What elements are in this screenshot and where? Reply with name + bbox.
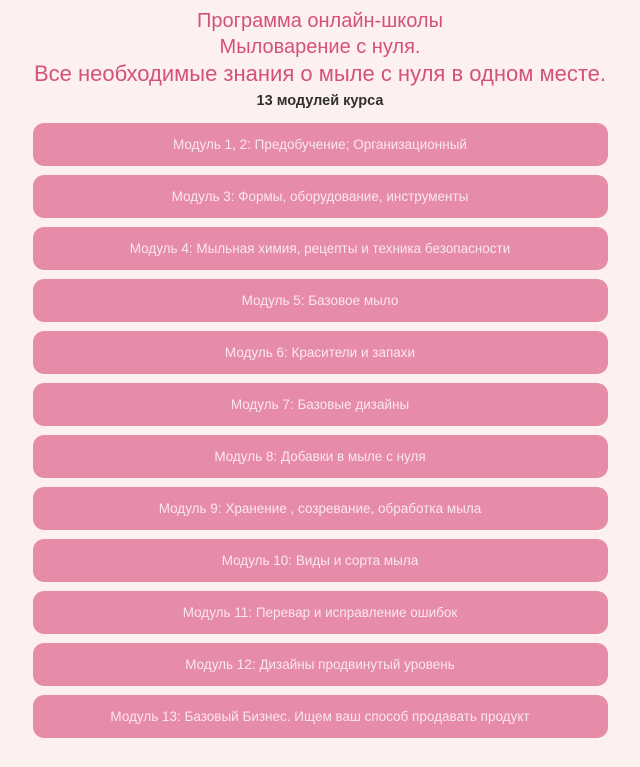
- title-line-2: Мыловарение с нуля.: [219, 36, 421, 58]
- module-bar-1-2: [33, 123, 608, 166]
- module-bar-8: [33, 435, 608, 478]
- module-bar-6: [33, 331, 608, 374]
- module-bar-label: Модуль 8: Добавки в мыле с нуля: [214, 448, 426, 464]
- module-bar-5: [33, 279, 608, 322]
- module-bar-label: Модуль 6: Красители и запахи: [224, 344, 416, 360]
- page-title: [0, 8, 640, 88]
- module-bar-13: [33, 695, 608, 738]
- module-bar-9: [33, 487, 608, 530]
- modules-list: [0, 123, 640, 738]
- header: [0, 0, 640, 110]
- module-bar-label: Модуль 5: Базовое мыло: [241, 292, 399, 308]
- modules-count-subheading: 13 модулей курса: [256, 93, 384, 109]
- module-bar-4: [33, 227, 608, 270]
- module-bar-3: [33, 175, 608, 218]
- module-bar-label: Модуль 12: Дизайны продвинутый уровень: [185, 656, 455, 672]
- module-bar-label: Модуль 7: Базовые дизайны: [230, 396, 410, 412]
- module-bar-label: Модуль 1, 2: Предобучение; Организационный: [173, 136, 467, 152]
- module-bar-11: [33, 591, 608, 634]
- module-bar-label: Модуль 11: Перевар и исправление ошибок: [182, 604, 458, 620]
- module-bar-10: [33, 539, 608, 582]
- module-bar-7: [33, 383, 608, 426]
- module-bar-label: Модуль 3: Формы, оборудование, инструменты: [171, 188, 469, 204]
- module-bar-label: Модуль 13: Базовый Бизнес. Ищем ваш способ продавать продукт: [110, 708, 530, 724]
- title-line-1: Программа онлайн-школы: [197, 10, 443, 32]
- module-bar-12: [33, 643, 608, 686]
- title-line-3: Все необходимые знания о мыле с нуля в одном месте.: [33, 61, 607, 86]
- module-bar-label: Модуль 4: Мыльная химия, рецепты и техника безопасности: [129, 240, 511, 256]
- module-bar-label: Модуль 10: Виды и сорта мыла: [221, 552, 419, 568]
- module-bar-label: Модуль 9: Хранение , созревание, обработка мыла: [158, 500, 482, 516]
